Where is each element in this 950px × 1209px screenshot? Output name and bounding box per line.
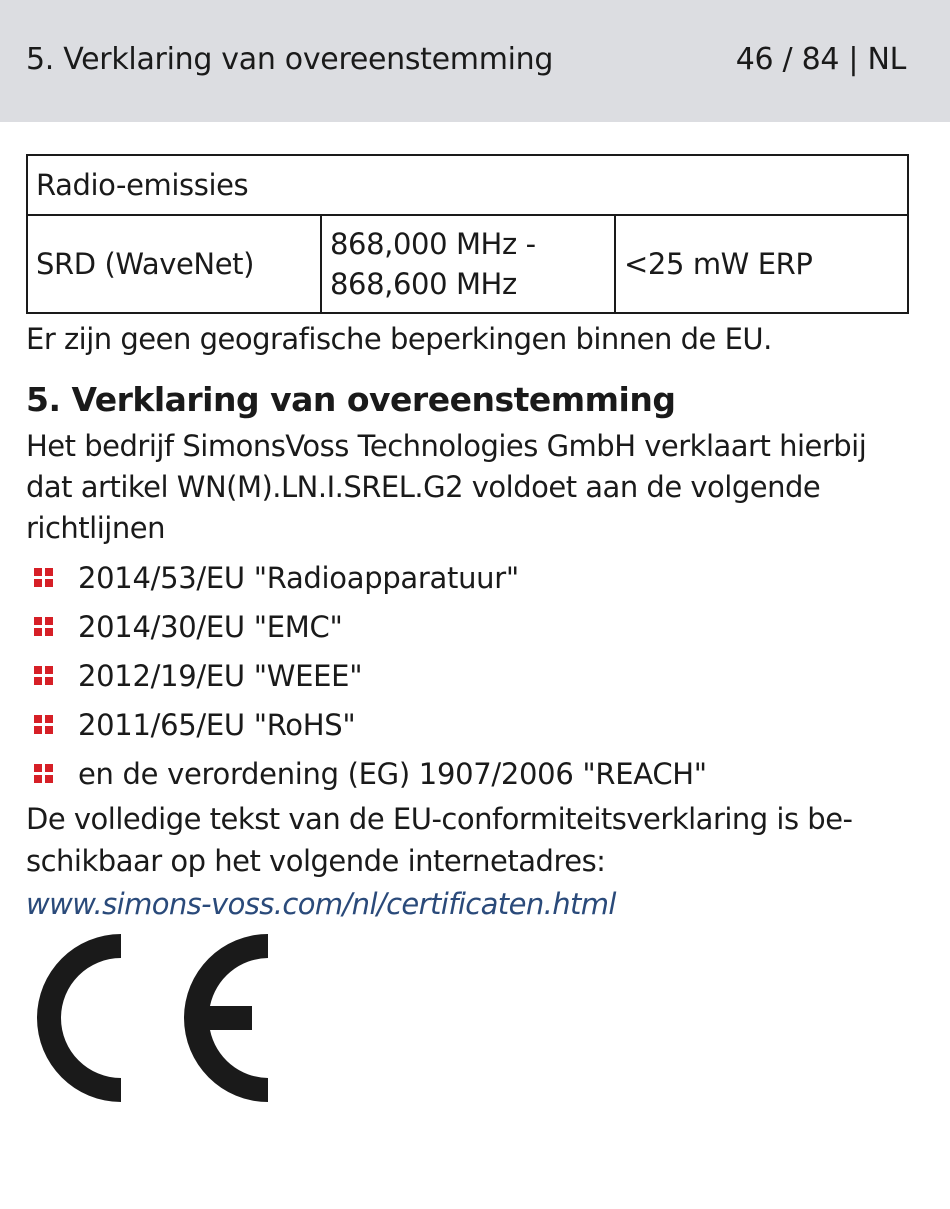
certificate-link[interactable]: www.simons-voss.com/nl/certificaten.html	[26, 887, 616, 921]
list-item	[26, 651, 910, 700]
directive-text: 2014/30/EU "EMC"	[78, 609, 343, 644]
intro-paragraph: Het bedrijf SimonsVoss Technologies GmbH verklaart hierbij dat artikel WN(M).LN.I.SREL.G2 voldoet aan de volgende richtlijnen	[26, 429, 867, 545]
directive-text: 2014/53/EU "Radioapparatuur"	[78, 560, 519, 595]
list-item	[26, 700, 910, 749]
availability-paragraph: De volledige tekst van de EU-conformiteitsverklaring is be-schikbaar op het volgende internetadres:	[26, 802, 853, 878]
cell-frequency	[321, 215, 615, 313]
bullet-icon	[34, 715, 54, 735]
cell-type: SRD (WaveNet)	[27, 215, 321, 313]
header-title: 5. Verklaring van overeenstemming	[26, 41, 554, 77]
ce-mark-icon	[26, 930, 276, 1106]
table-caption: Radio-emissies	[27, 155, 908, 215]
table-row	[27, 215, 908, 313]
directive-text: en de verordening (EG) 1907/2006 "REACH"	[78, 756, 707, 791]
document-body	[26, 154, 910, 926]
cell-power: <25 mW ERP	[615, 215, 908, 313]
list-item	[26, 749, 910, 798]
freq-line-2: 868,600 MHz	[330, 267, 517, 301]
section-heading: 5. Verklaring van overeenstemming	[26, 380, 676, 419]
directive-text: 2011/65/EU "RoHS"	[78, 707, 356, 742]
freq-line-1: 868,000 MHz -	[330, 227, 536, 261]
table-header-row	[27, 155, 908, 215]
list-item	[26, 553, 910, 602]
page-header	[0, 0, 950, 122]
bullet-icon	[34, 568, 54, 588]
page-indicator: 46 / 84 | NL	[735, 41, 906, 77]
list-item	[26, 602, 910, 651]
directive-list	[26, 553, 910, 798]
ce-letter-e	[184, 934, 268, 1102]
bullet-icon	[34, 617, 54, 637]
directive-text: 2012/19/EU "WEEE"	[78, 658, 363, 693]
bullet-icon	[34, 666, 54, 686]
geo-note: Er zijn geen geografische beperkingen binnen de EU.	[26, 322, 772, 356]
bullet-icon	[34, 764, 54, 784]
radio-emissions-table	[26, 154, 909, 314]
ce-letter-c	[37, 934, 121, 1102]
